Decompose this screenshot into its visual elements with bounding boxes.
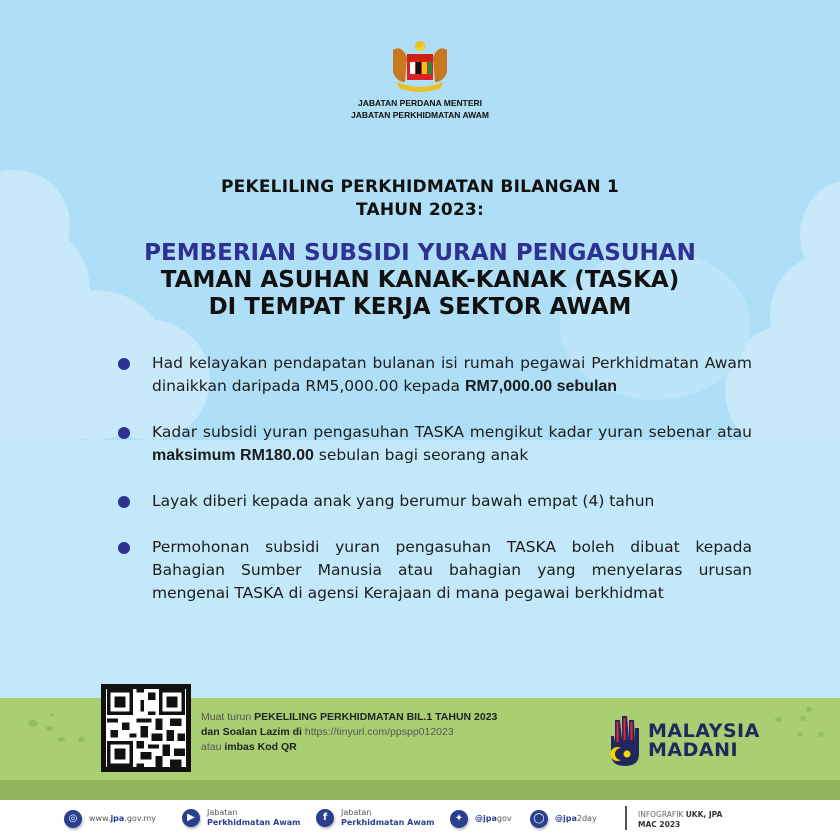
qr-code[interactable] <box>101 684 191 772</box>
brand-line-2: MADANI <box>648 739 739 761</box>
bullet-text-after: sebulan bagi seorang anak <box>313 446 529 464</box>
agency-name <box>0 97 840 121</box>
grass-speck <box>818 732 824 737</box>
website-bold: jpa <box>110 814 125 823</box>
infographic-credit <box>638 810 722 830</box>
brand-line-1: MALAYSIA <box>648 720 760 742</box>
page-title <box>0 240 840 321</box>
malaysia-madani-logo <box>608 714 760 768</box>
grass-speck <box>806 707 812 712</box>
footer-instagram[interactable] <box>530 810 597 828</box>
youtube-line-1: Jabatan <box>207 808 238 817</box>
globe-icon: ◎ <box>64 810 82 828</box>
bullet-list <box>118 352 752 628</box>
grass-speck <box>46 726 53 731</box>
footer-twitter[interactable] <box>450 810 512 828</box>
circular-title <box>0 176 840 222</box>
bullet-text: Had kelayakan pendapatan bulanan isi rumah pegawai Perkhidmatan Awam dinaikkan daripada RM5,000.00 kepada <box>152 354 752 395</box>
facebook-line-2: Perkhidmatan Awam <box>341 818 435 827</box>
download-instructions <box>201 710 497 755</box>
grass-speck <box>28 720 38 727</box>
grass-edge <box>0 780 840 800</box>
youtube-icon: ▶ <box>182 809 200 827</box>
footer-website[interactable] <box>64 810 156 828</box>
youtube-line-2: Perkhidmatan Awam <box>207 818 301 827</box>
grass-speck <box>800 716 806 721</box>
twitter-icon: ✦ <box>450 810 468 828</box>
instagram-bold: @jpa <box>555 814 577 823</box>
download-link[interactable]: https://tinyurl.com/ppspp012023 <box>301 726 454 738</box>
instagram-post: 2day <box>576 814 597 823</box>
bullet-dot-icon <box>118 542 130 554</box>
info-bold: UKK, JPA <box>685 810 723 819</box>
download-doc-name: PEKELILING PERKHIDMATAN BIL.1 TAHUN 2023 <box>254 711 498 723</box>
grass-speck <box>78 737 85 742</box>
madani-hand-icon <box>608 714 642 768</box>
agency-line-2: JABATAN PERKHIDMATAN AWAM <box>351 110 489 120</box>
bullet-dot-icon <box>118 358 130 370</box>
facebook-line-1: Jabatan <box>341 808 372 817</box>
list-item <box>118 490 752 513</box>
coat-of-arms-logo <box>383 38 457 94</box>
download-prefix: Muat turun <box>201 711 255 723</box>
malaysia-coat-of-arms-icon <box>383 38 457 94</box>
grass-speck <box>775 717 782 722</box>
facebook-icon: f <box>316 809 334 827</box>
grass-speck <box>797 732 803 737</box>
info-date: MAC 2023 <box>638 820 681 829</box>
list-item <box>118 536 752 605</box>
twitter-bold: @jpa <box>475 814 497 823</box>
info-pre: INFOGRAFIK <box>638 810 686 819</box>
website-post: .gov.my <box>124 814 157 823</box>
bullet-text: Layak diberi kepada anak yang berumur bawah empat (4) tahun <box>152 492 655 510</box>
grass-speck <box>58 737 65 742</box>
bullet-dot-icon <box>118 496 130 508</box>
instagram-icon: ◯ <box>530 810 548 828</box>
title-line-2: TAMAN ASUHAN KANAK-KANAK (TASKA) <box>160 267 680 293</box>
download-scan: imbas Kod QR <box>224 741 297 753</box>
title-line-3: DI TEMPAT KERJA SEKTOR AWAM <box>208 294 632 320</box>
bullet-bold-text: RM7,000.00 sebulan <box>464 378 618 395</box>
bullet-dot-icon <box>118 427 130 439</box>
grass-speck <box>50 713 54 716</box>
footer-youtube[interactable] <box>182 808 300 828</box>
bullet-text: Permohonan subsidi yuran pengasuhan TASKA boleh dibuat kepada Bahagian Sumber Manusia atau bahagian yang menyelaras urusan mengenai TASKA di agensi Kerajaan di mana pegawai berkhidmat <box>152 538 752 602</box>
list-item <box>118 421 752 467</box>
download-faq: dan Soalan Lazim di <box>201 726 302 738</box>
website-pre: www. <box>89 814 111 823</box>
bullet-bold-text: maksimum RM180.00 <box>152 447 314 464</box>
circular-line-2: TAHUN 2023: <box>356 200 484 220</box>
qr-code-icon <box>106 689 186 767</box>
footer-divider <box>625 806 627 830</box>
footer-facebook[interactable] <box>316 808 434 828</box>
agency-line-1: JABATAN PERDANA MENTERI <box>357 98 483 108</box>
download-or: atau <box>201 741 225 753</box>
twitter-post: gov <box>496 814 512 823</box>
bullet-text: Kadar subsidi yuran pengasuhan TASKA mengikut kadar yuran sebenar atau <box>152 423 752 441</box>
title-line-1: PEMBERIAN SUBSIDI YURAN PENGASUHAN <box>144 240 696 266</box>
circular-line-1: PEKELILING PERKHIDMATAN BILANGAN 1 <box>221 177 619 197</box>
list-item <box>118 352 752 398</box>
